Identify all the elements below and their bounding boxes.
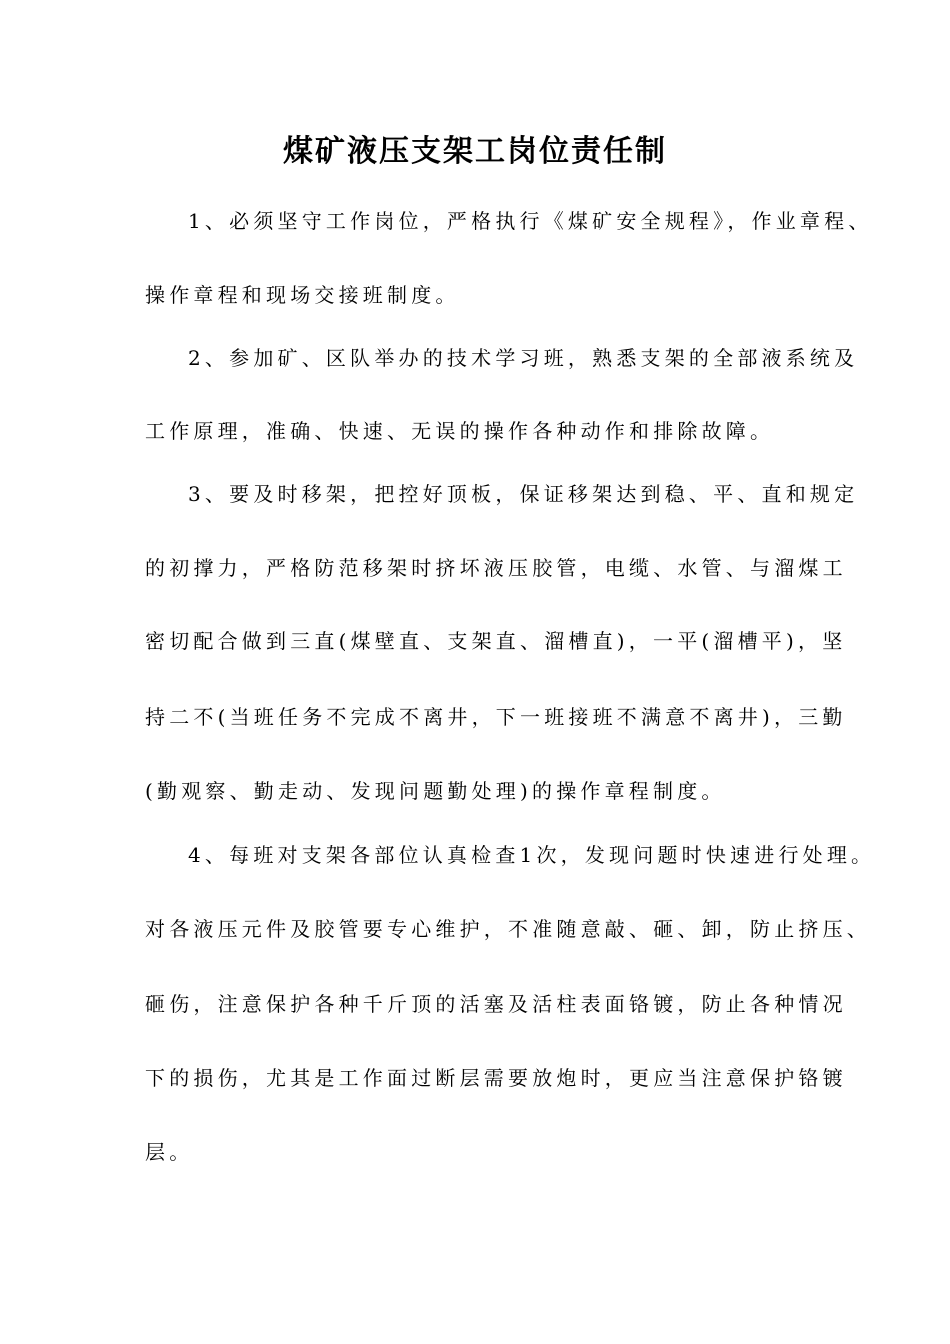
paragraph-4-line-1: 4、每班对支架各部位认真检查1次，发现问题时快速进行处理。 [188, 843, 876, 867]
paragraph-2-line-1: 2、参加矿、区队举办的技术学习班，熟悉支架的全部液系统及 [188, 346, 859, 370]
paragraph-3-line-5: (勤观察、勤走动、发现问题勤处理)的操作章程制度。 [145, 779, 726, 803]
paragraph-1-line-1: 1、必须坚守工作岗位，严格执行《煤矿安全规程》，作业章程、 [188, 209, 873, 233]
paragraph-4-line-3: 砸伤，注意保护各种千斤顶的活塞及活柱表面铬镀，防止各种情况 [145, 992, 847, 1016]
paragraph-4-line-4: 下的损伤，尤其是工作面过断层需要放炮时，更应当注意保护铬镀 [145, 1066, 847, 1090]
paragraph-4-line-2: 对各液压元件及胶管要专心维护，不准随意敲、砸、卸，防止挤压、 [145, 917, 871, 941]
paragraph-4-line-5: 层。 [145, 1140, 194, 1164]
paragraph-3-line-3: 密切配合做到三直(煤壁直、支架直、溜槽直)，一平(溜槽平)，坚 [145, 629, 847, 653]
paragraph-1-line-2: 操作章程和现场交接班制度。 [145, 283, 460, 307]
paragraph-3-line-2: 的初撑力，严格防范移架时挤坏液压胶管，电缆、水管、与溜煤工 [145, 556, 847, 580]
paragraph-3-line-1: 3、要及时移架，把控好顶板，保证移架达到稳、平、直和规定 [188, 482, 859, 506]
page-title: 煤矿液压支架工岗位责任制 [283, 134, 667, 169]
paragraph-2-line-2: 工作原理，准确、快速、无误的操作各种动作和排除故障。 [145, 419, 775, 443]
paragraph-3-line-4: 持二不(当班任务不完成不离井，下一班接班不满意不离井)，三勤 [145, 705, 847, 729]
